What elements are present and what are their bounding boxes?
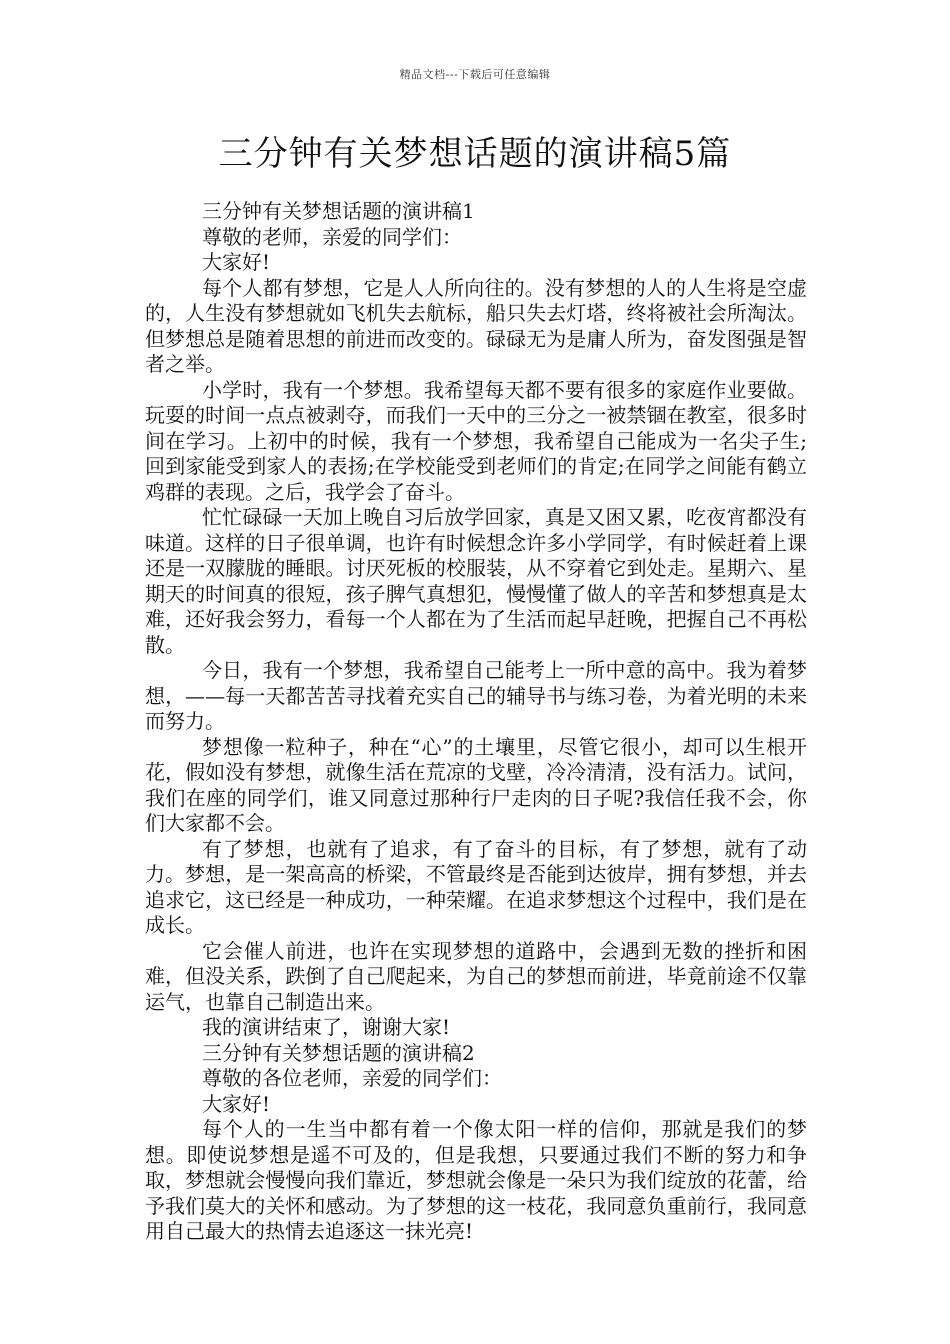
paragraph: 它会催人前进，也许在实现梦想的道路中，会遇到无数的挫折和困难，但没关系，跌倒了自己爬起来，为自己的梦想而前进，毕竟前途不仅靠运气，也靠自己制造出来。 (145, 938, 807, 1014)
closing-line: 我的演讲结束了，谢谢大家! (202, 1015, 451, 1039)
paragraph: 小学时，我有一个梦想。我希望每天都不要有很多的家庭作业要做。玩耍的时间一点点被剥夺，而我们一天中的三分之一被禁锢在教室，很多时间在学习。上初中的时候，我有一个梦想，我希望自己能成为一名尖子生;回到家能受到家人的表扬;在学校能受到老师们的肯定;在同学之间能有鹤立鸡群的表现。之后，我学会了奋斗。 (145, 377, 807, 504)
paragraph: 每个人都有梦想，它是人人所向往的。没有梦想的人的人生将是空虚的，人生没有梦想就如飞机失去航标，船只失去灯塔，终将被社会所淘汰。但梦想总是随着思想的前进而改变的。碌碌无为是庸人所为，奋发图强是智者之举。 (145, 275, 807, 376)
section-heading: 三分钟有关梦想话题的演讲稿2 (202, 1040, 475, 1065)
greeting: 大家好! (202, 250, 271, 274)
paragraph: 梦想像一粒种子，种在“心”的土壤里，尽管它很小，却可以生根开花，假如没有梦想，就像生活在荒凉的戈壁，冷冷清清，没有活力。试问，我们在座的同学们，谁又同意过那种行尸走肉的日子呢?我信任我不会，你们大家都不会。 (145, 734, 807, 835)
paragraph: 有了梦想，也就有了追求，有了奋斗的目标，有了梦想，就有了动力。梦想，是一架高高的桥梁，不管最终是否能到达彼岸，拥有梦想，并去追求它，这已经是一种成功，一种荣耀。在追求梦想这个过程中，我们是在成长。 (145, 836, 807, 937)
salutation: 尊敬的老师，亲爱的同学们： (202, 224, 462, 249)
header-note: 精品文档---下载后可任意编辑 (399, 68, 551, 81)
paragraph: 忙忙碌碌一天加上晚自习后放学回家，真是又困又累，吃夜宵都没有味道。这样的日子很单调，也许有时候想念许多小学同学，有时候赶着上课还是一双朦胧的睡眼。讨厌死板的校服装，从不穿着它到处走。星期六、星期天的时间真的很短，孩子脾气真想犯，慢慢懂了做人的辛苦和梦想真是太难，还好我会努力，看每一个人都在为了生活而起早赶晚，把握自己不再松散。 (145, 505, 807, 657)
paragraph: 今日，我有一个梦想，我希望自己能考上一所中意的高中。我为着梦想，——每一天都苦苦寻找着充实自己的辅导书与练习卷，为着光明的未来而努力。 (145, 658, 807, 733)
paragraph: 每个人的一生当中都有着一个像太阳一样的信仰，那就是我们的梦想。即使说梦想是遥不可及的，但是我想，只要通过我们不断的努力和争取，梦想就会慢慢向我们靠近，梦想就会像是一朵只为我们绽放的花蕾，给予我们莫大的关怀和感动。为了梦想的这一枝花，我同意负重前行，我同意用自己最大的热情去追逐这一抹光亮! (145, 1117, 807, 1243)
section-heading: 三分钟有关梦想话题的演讲稿1 (202, 199, 475, 223)
document-body (145, 199, 807, 1245)
greeting: 大家好! (202, 1091, 271, 1116)
salutation: 尊敬的各位老师，亲爱的同学们： (202, 1066, 502, 1090)
document-title: 三分钟有关梦想话题的演讲稿5篇 (218, 134, 732, 174)
